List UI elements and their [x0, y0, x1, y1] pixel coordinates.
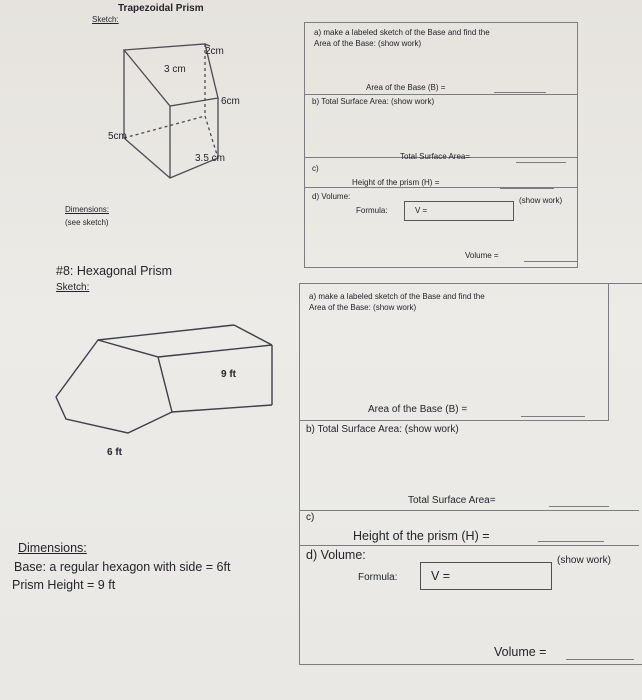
p8-area-base-blank[interactable]	[521, 416, 585, 417]
p7-dim-top-left: 3 cm	[164, 64, 186, 75]
p8-divider-b	[299, 510, 639, 511]
p8-part-a-line1: a) make a labeled sketch of the Base and find the	[309, 292, 485, 301]
p8-part-c: c)	[306, 512, 315, 523]
p8-volume: Volume =	[494, 645, 547, 659]
p7-dim-bottom: 3.5 cm	[195, 153, 226, 164]
p7-show-work: (show work)	[519, 196, 563, 205]
p8-base-text: Base: a regular hexagon with side = 6ft	[14, 560, 231, 574]
p8-dim-side: 9 ft	[221, 369, 236, 380]
p7-part-a-line1: a) make a labeled sketch of the Base and find the	[314, 28, 490, 37]
p8-height-prism: Height of the prism (H) =	[353, 529, 490, 543]
p7-part-c: c)	[312, 164, 319, 173]
p8-part-b: b) Total Surface Area: (show work)	[306, 424, 459, 435]
p8-formula-box[interactable]	[420, 562, 552, 590]
p7-formula-value: V =	[415, 206, 428, 215]
p7-volume-blank[interactable]	[524, 261, 578, 262]
p7-dimensions-label: Dimensions:	[65, 205, 110, 214]
p7-volume: Volume =	[465, 251, 499, 260]
p8-formula-label: Formula:	[358, 572, 398, 583]
p8-height-blank[interactable]	[538, 541, 604, 542]
p7-dim-top: 2cm	[205, 46, 224, 57]
p8-area-base: Area of the Base (B) =	[368, 404, 468, 415]
p8-part-d: d) Volume:	[306, 548, 366, 562]
trapezoidal-prism-sketch	[100, 28, 300, 198]
p7-area-base: Area of the Base (B) =	[366, 83, 446, 92]
p8-divider-a	[299, 420, 609, 421]
p7-part-a-line2: Area of the Base: (show work)	[314, 39, 422, 48]
p8-formula-value: V =	[431, 569, 451, 583]
p7-dim-height: 6cm	[221, 96, 240, 107]
p7-area-base-blank[interactable]	[494, 92, 546, 93]
p8-volume-blank[interactable]	[566, 659, 634, 660]
p8-tsa: Total Surface Area=	[408, 495, 496, 506]
p7-dimensions-note: (see sketch)	[65, 218, 109, 227]
p8-divider-vert	[608, 283, 609, 421]
p7-divider-a	[304, 94, 578, 95]
p7-answer-panel	[304, 22, 578, 268]
p7-part-b: b) Total Surface Area: (show work)	[312, 97, 435, 106]
p7-part-d: d) Volume:	[312, 192, 351, 201]
p7-formula-box[interactable]	[404, 201, 514, 221]
p8-dim-bottom: 6 ft	[107, 447, 122, 458]
p7-tsa: Total Surface Area=	[400, 152, 471, 161]
p8-sketch-label: Sketch:	[56, 282, 90, 293]
p7-height-blank[interactable]	[500, 188, 554, 189]
p7-sketch-label: Sketch:	[92, 15, 119, 24]
p7-height-prism: Height of the prism (H) =	[352, 178, 440, 187]
hexagonal-prism-sketch	[50, 315, 300, 455]
p8-tsa-blank[interactable]	[549, 506, 609, 507]
p8-height-text: Prism Height = 9 ft	[12, 578, 116, 592]
p8-heading: #8: Hexagonal Prism	[56, 264, 173, 278]
p7-tsa-blank[interactable]	[516, 162, 566, 163]
p7-formula-label: Formula:	[356, 206, 388, 215]
p7-heading: Trapezoidal Prism	[118, 3, 204, 14]
p8-show-work: (show work)	[557, 555, 611, 566]
p8-answer-panel	[299, 283, 642, 665]
p8-divider-c	[299, 545, 639, 546]
p7-dim-left: 5cm	[108, 131, 127, 142]
p8-part-a-line2: Area of the Base: (show work)	[309, 303, 417, 312]
p8-dimensions-label: Dimensions:	[18, 541, 87, 555]
